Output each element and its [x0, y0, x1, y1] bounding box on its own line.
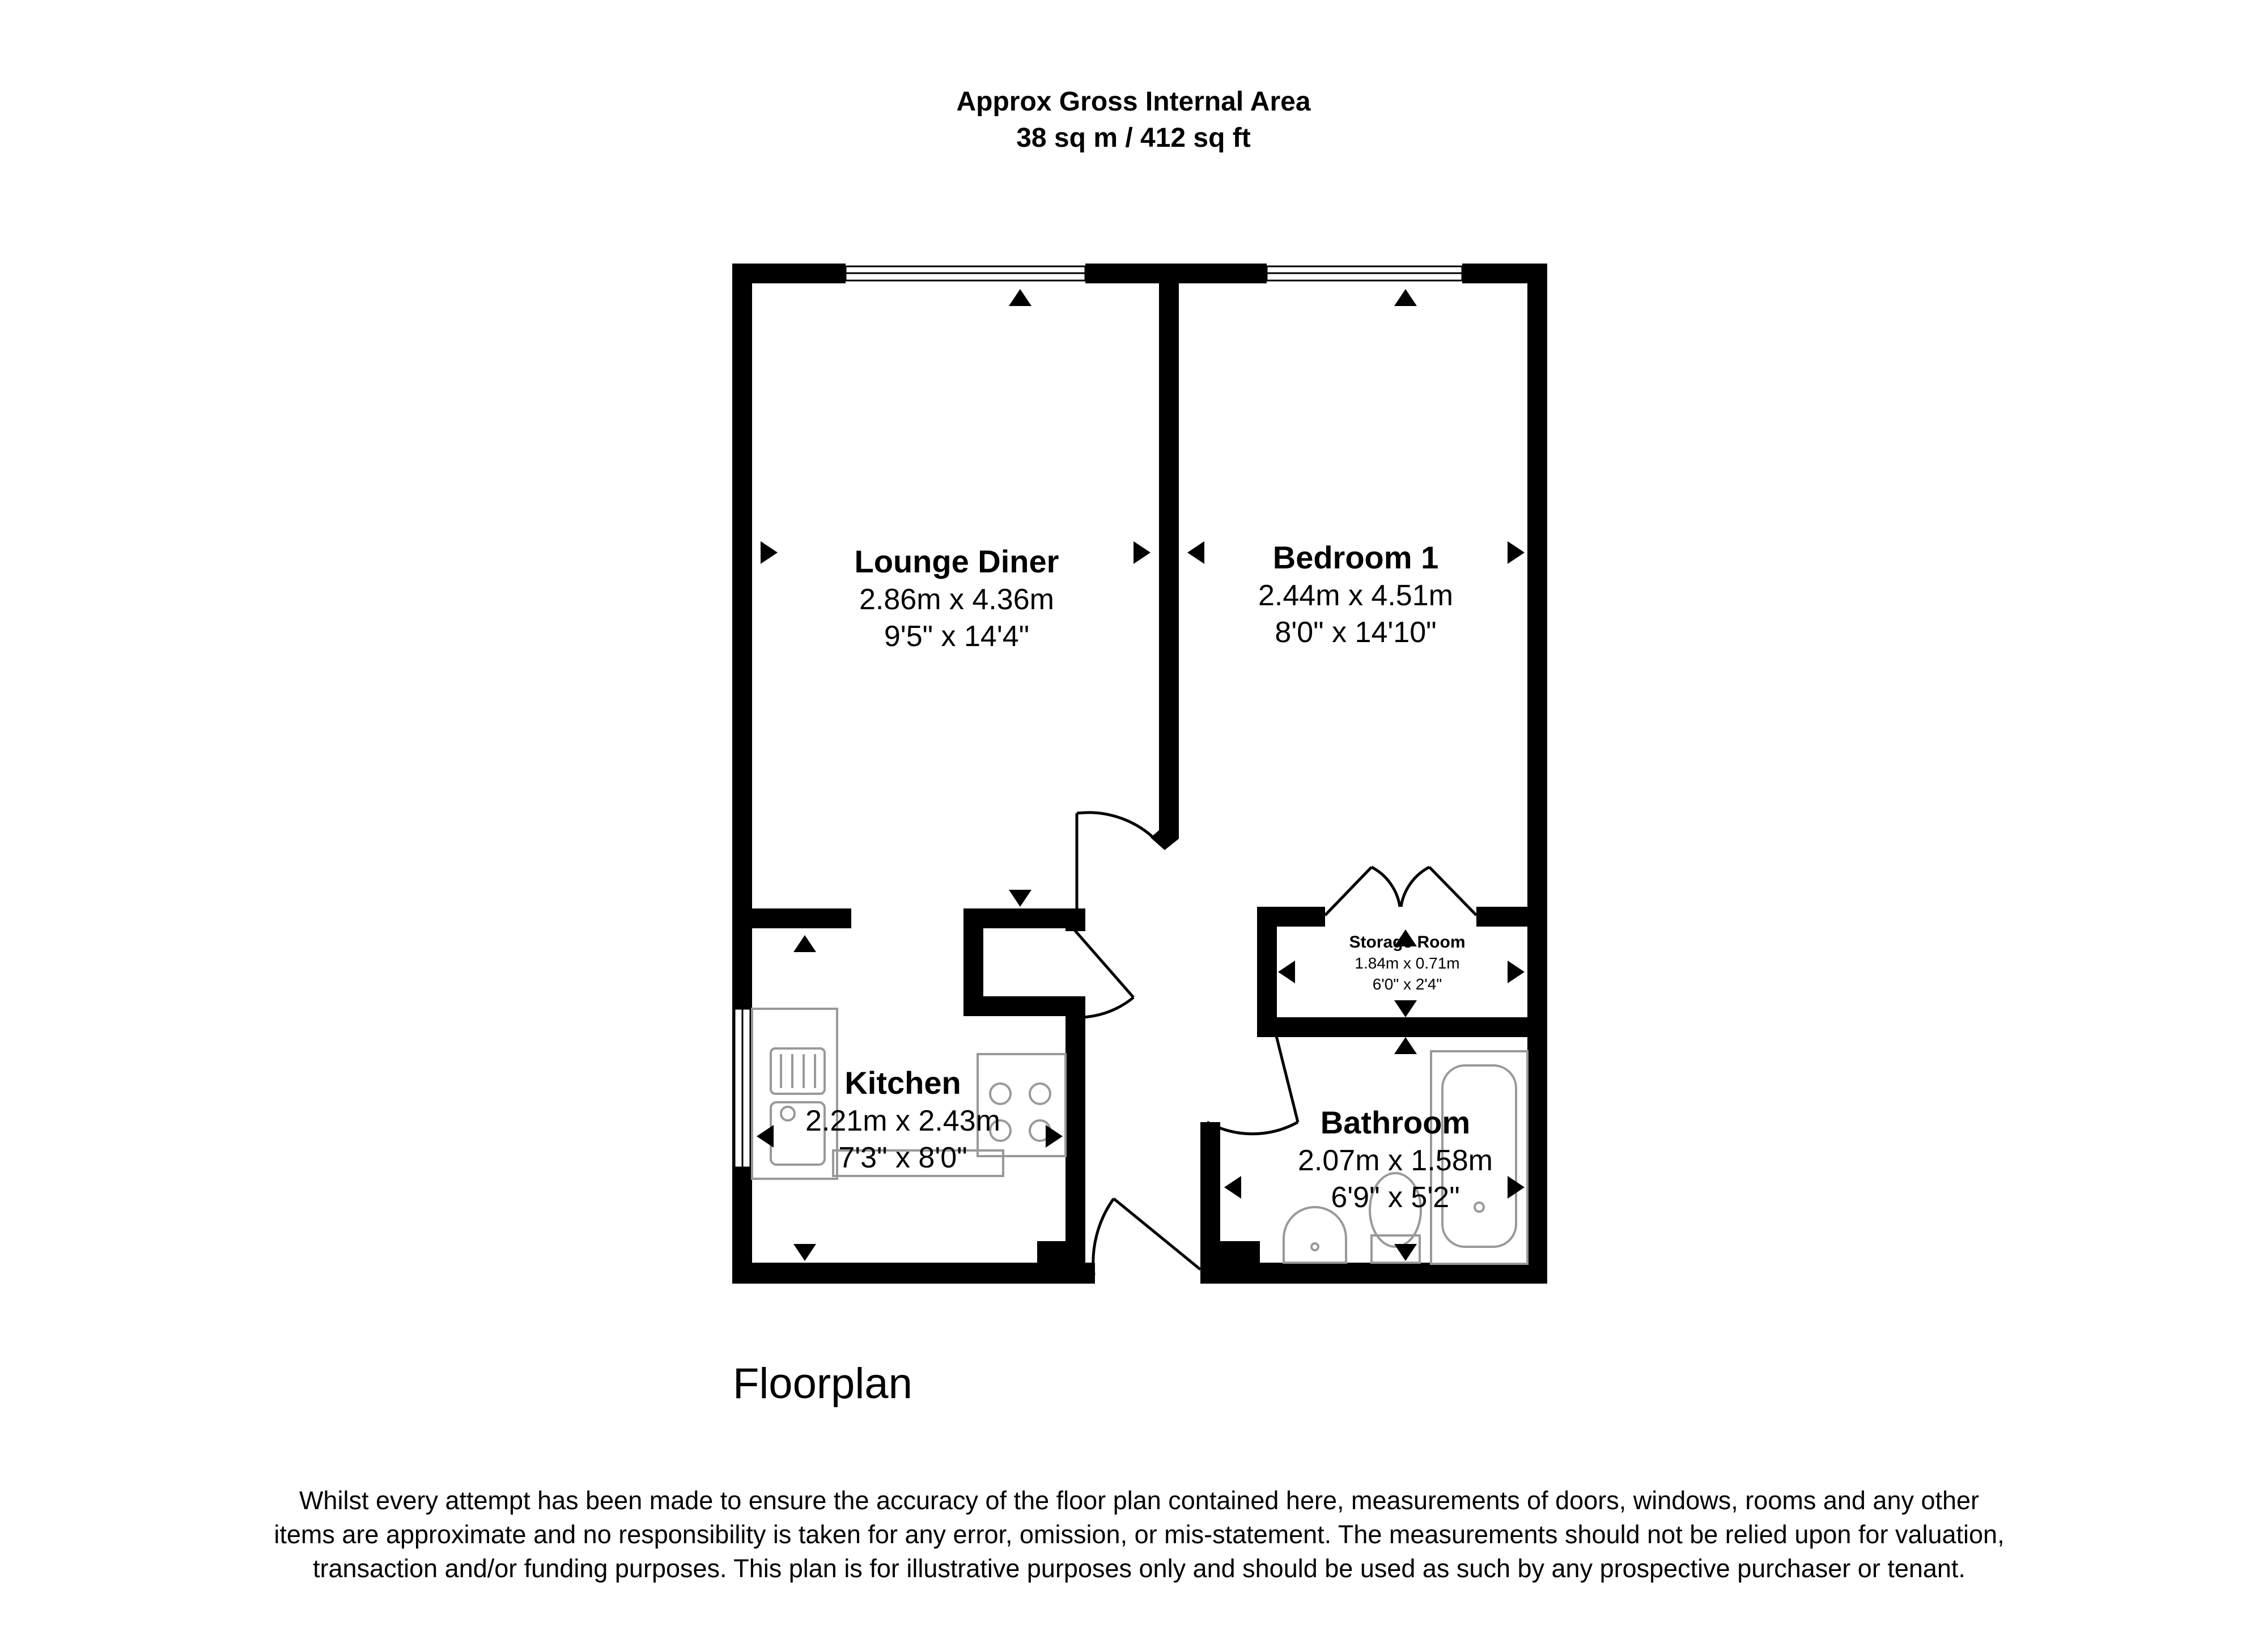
- hob-ring: [990, 1084, 1011, 1104]
- door-bathroom-leaf: [1275, 1031, 1298, 1122]
- storage-metric: 1.84m x 0.71m: [1355, 954, 1460, 972]
- door-storage-right-leaf: [1429, 867, 1476, 915]
- bedroom-imperial: 8'0" x 14'10": [1275, 616, 1437, 649]
- door-cupboard-leaf: [1074, 929, 1134, 997]
- door-lounge-swing: [1077, 813, 1160, 844]
- wall-right: [1527, 264, 1547, 1284]
- wall-lounge-kitchen-left: [752, 908, 851, 928]
- door-entrance-swing: [1093, 1199, 1114, 1275]
- wall-cupboard-bottom: [963, 996, 1085, 1016]
- storage-imperial: 6'0" x 2'4": [1372, 975, 1442, 993]
- bedroom-metric: 2.44m x 4.51m: [1258, 579, 1453, 612]
- bedroom-name: Bedroom 1: [1272, 540, 1439, 575]
- area-title: Approx Gross Internal Area: [956, 87, 1311, 117]
- door-storage-left-leaf: [1325, 867, 1372, 915]
- disclaimer-text: Whilst every attempt has been made to ensure the accuracy of the floor plan contained here, measurements of doors, windows, rooms and any other items are approximate and no responsibility is taken for any error, omission, or mis-statement. The measurements should not be relied upon for valuation, transaction and/or funding purposes. This plan is for illustrative purposes only and should be used as such by any prospective purchaser or tenant.: [274, 1486, 2005, 1583]
- wall-kitchen-corner: [1037, 1241, 1085, 1284]
- washbasin: [1284, 1207, 1346, 1263]
- wall-centre-upper: [1159, 264, 1179, 830]
- hob-ring: [1030, 1084, 1050, 1104]
- lounge-imperial: 9'5" x 14'4": [884, 620, 1030, 653]
- room-labels: [805, 540, 1493, 1214]
- kitchen-name: Kitchen: [844, 1065, 961, 1101]
- door-storage-left-swing: [1372, 867, 1400, 907]
- door-entrance-leaf: [1114, 1199, 1200, 1269]
- floorplan-caption: Floorplan: [733, 1360, 912, 1408]
- sink-drainer: [771, 1048, 825, 1094]
- lounge-name: Lounge Diner: [854, 543, 1059, 579]
- wall-storage-bottom: [1257, 1017, 1547, 1037]
- door-bathroom-swing: [1207, 1122, 1298, 1134]
- area-value: 38 sq m / 412 sq ft: [1016, 123, 1251, 153]
- wall-storage-top-right: [1476, 907, 1547, 927]
- bathroom-name: Bathroom: [1320, 1105, 1471, 1140]
- kitchen-metric: 2.21m x 2.43m: [805, 1105, 1000, 1137]
- storage-name: Storage Room: [1349, 933, 1466, 952]
- wall-bathroom-corner: [1200, 1241, 1260, 1284]
- lounge-metric: 2.86m x 4.36m: [859, 583, 1054, 616]
- kitchen-imperial: 7'3" x 8'0": [838, 1141, 967, 1174]
- bathroom-metric: 2.07m x 1.58m: [1298, 1144, 1493, 1177]
- wall-cupboard-right: [1065, 908, 1085, 931]
- door-storage-right-swing: [1401, 867, 1429, 907]
- bathroom-imperial: 6'9" x 5'2": [1331, 1181, 1460, 1214]
